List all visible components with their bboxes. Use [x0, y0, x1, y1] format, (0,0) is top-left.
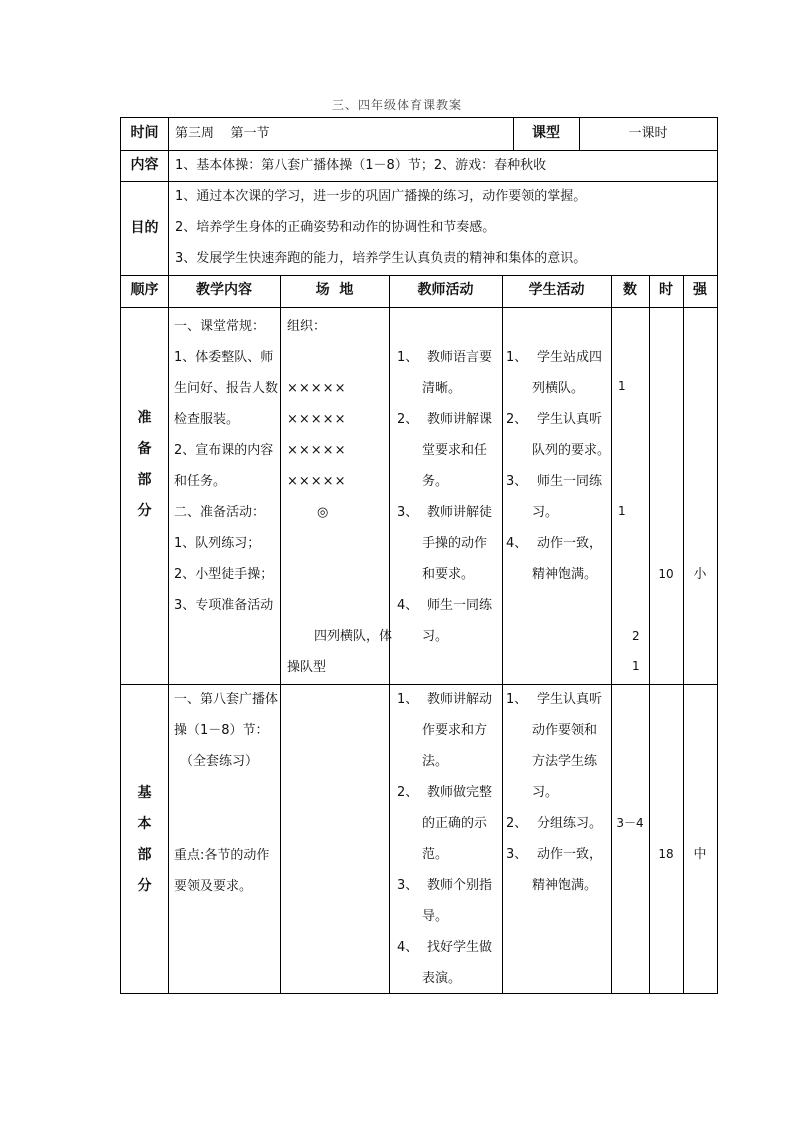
content-line: 检查服装。 — [174, 412, 240, 427]
prep-content — [174, 311, 280, 621]
student-step-text: 师生一同练 — [537, 474, 603, 489]
col-header-field: 场 地 — [315, 282, 354, 298]
teacher-step-text: 师生一同练 — [427, 598, 493, 613]
teacher-step-num: 2、 — [397, 412, 419, 427]
content-line: 一、课堂常规： — [174, 319, 266, 334]
prep-time: 10 — [658, 567, 674, 581]
content-line: 1、体委整队、师 — [174, 350, 274, 365]
student-step-text: 学生认真听 — [537, 412, 603, 427]
section-label-char: 部 — [137, 847, 152, 863]
col-header-content: 教学内容 — [196, 282, 252, 298]
teacher-step-text: 教师个别指 — [427, 878, 493, 893]
teacher-step-text: 教师讲解课 — [427, 412, 493, 427]
col-header-teacher: 教师活动 — [417, 282, 474, 298]
field-note: 操队型 — [287, 660, 327, 675]
teacher-step-text: 手操的动作 — [422, 536, 488, 551]
basic-focus-line: 重点:各节的动作 — [174, 848, 270, 863]
time-label: 时间 — [130, 125, 159, 141]
goal-line: 2、培养学生身体的正确姿势和动作的协调性和节奏感。 — [175, 220, 496, 235]
student-step-num: 2、 — [506, 816, 528, 831]
field-note: 四列横队，体 — [314, 629, 393, 644]
col-header-intensity: 强 — [693, 282, 707, 298]
basic-time: 18 — [658, 847, 674, 861]
student-step-text: 学生站成四 — [537, 350, 603, 365]
prep-count: 1 — [618, 504, 626, 518]
teacher-step-text: 堂要求和任 — [422, 443, 488, 458]
prep-count: 1 — [632, 659, 640, 673]
goal-line: 3、发展学生快速奔跑的能力，培养学生认真负责的精神和集体的意识。 — [175, 251, 587, 266]
basic-intensity: 中 — [693, 847, 707, 862]
teacher-step-text: 范。 — [422, 847, 449, 862]
content-line: 3、专项准备活动 — [174, 598, 274, 613]
prep-intensity: 小 — [693, 567, 707, 582]
section-label-char: 备 — [137, 441, 152, 457]
student-step-text: 习。 — [532, 785, 559, 800]
col-divider — [683, 275, 684, 993]
teacher-step-text: 习。 — [422, 629, 449, 644]
lesson-type-value: 一课时 — [628, 126, 668, 141]
teacher-step-text: 教师做完整 — [427, 785, 493, 800]
lesson-type-label: 课型 — [532, 125, 560, 141]
student-step-num: 3、 — [506, 474, 528, 489]
content-line: 2、小型徒手操； — [174, 567, 274, 582]
goal-label: 目的 — [130, 220, 159, 236]
field-label: 组织： — [287, 319, 327, 334]
teacher-step-num: 1、 — [397, 350, 419, 365]
basic-focus-line: 要领及要求。 — [174, 879, 253, 894]
section-label-char: 分 — [137, 878, 152, 894]
section-label-char: 基 — [137, 785, 152, 801]
content-line: 和任务。 — [174, 474, 227, 489]
teacher-step-num: 3、 — [397, 505, 419, 520]
student-step-text: 动作一致， — [537, 536, 603, 551]
student-step-text: 精神饱满。 — [532, 567, 598, 582]
basic-content-line: 操（1－8）节： — [174, 723, 269, 738]
teacher-step-num: 3、 — [397, 878, 419, 893]
student-step-num: 1、 — [506, 692, 528, 707]
student-step-text: 分组练习。 — [537, 816, 603, 831]
col-header-order: 顺序 — [130, 282, 159, 298]
student-step-text: 动作要领和 — [532, 723, 598, 738]
student-step-num: 2、 — [506, 412, 528, 427]
col-divider — [502, 275, 503, 993]
formation-row: ××××× — [287, 412, 347, 427]
teacher-step-num: 4、 — [397, 940, 419, 955]
goal-line: 1、通过本次课的学习，进一步的巩固广播操的练习，动作要领的掌握。 — [175, 189, 587, 204]
prep-count: 1 — [618, 379, 626, 393]
teacher-step-num: 2、 — [397, 785, 419, 800]
row-divider — [121, 307, 717, 308]
col-header-count: 数 — [623, 282, 637, 298]
student-step-text: 动作一致， — [537, 847, 603, 862]
col-divider — [649, 275, 650, 993]
section-label-char: 分 — [137, 503, 152, 519]
content-line: 2、宣布课的内容 — [174, 443, 274, 458]
teacher-step-text: 作要求和方 — [422, 723, 488, 738]
col-divider — [611, 275, 612, 993]
teacher-step-text: 法。 — [422, 754, 449, 769]
col-divider — [168, 118, 169, 993]
prep-count: 2 — [632, 629, 640, 643]
teacher-step-text: 表演。 — [422, 971, 462, 986]
teacher-position-icon: ◎ — [317, 505, 329, 520]
content-line: 1、队列练习； — [174, 536, 261, 551]
section-label-char: 部 — [137, 472, 152, 488]
teacher-step-text: 务。 — [422, 474, 449, 489]
student-step-text: 习。 — [532, 505, 559, 520]
formation-row: ××××× — [287, 381, 347, 396]
student-step-text: 方法学生练 — [532, 754, 598, 769]
lesson-plan-table — [120, 117, 718, 994]
teacher-step-text: 教师讲解动 — [427, 692, 493, 707]
student-step-num: 1、 — [506, 350, 528, 365]
student-step-num: 4、 — [506, 536, 528, 551]
document-title: 三、四年级体育课教案 — [331, 98, 462, 112]
basic-content-line: 一、第八套广播体 — [174, 692, 279, 707]
teacher-step-text: 教师讲解徒 — [427, 505, 493, 520]
teacher-step-num: 1、 — [397, 692, 419, 707]
student-step-text: 队列的要求。 — [532, 443, 611, 458]
student-step-text: 学生认真听 — [537, 692, 603, 707]
formation-row: ××××× — [287, 443, 347, 458]
section-label-char: 本 — [137, 816, 152, 832]
formation-row: ××××× — [287, 474, 347, 489]
teacher-step-text: 和要求。 — [422, 567, 475, 582]
student-step-text: 列横队。 — [532, 381, 585, 396]
content-label: 内容 — [130, 157, 159, 173]
teacher-step-num: 4、 — [397, 598, 419, 613]
basic-content-line: （全套练习） — [180, 754, 259, 769]
time-value: 第三周 第一节 — [175, 126, 270, 141]
teacher-step-text: 的正确的示 — [422, 816, 488, 831]
teacher-step-text: 找好学生做 — [427, 940, 493, 955]
teacher-step-text: 导。 — [422, 909, 449, 924]
col-header-time: 时 — [659, 282, 673, 298]
content-value: 1、基本体操：第八套广播体操（1－8）节；2、游戏：春种秋收 — [175, 158, 547, 173]
content-line: 生问好、报告人数 — [174, 381, 279, 396]
section-label-char: 准 — [137, 410, 152, 426]
content-line: 二、准备活动： — [174, 505, 266, 520]
student-step-num: 3、 — [506, 847, 528, 862]
col-header-student: 学生活动 — [528, 282, 585, 298]
teacher-step-text: 清晰。 — [422, 381, 462, 396]
basic-count: 3－4 — [616, 816, 644, 830]
teacher-step-text: 教师语言要 — [427, 350, 493, 365]
col-divider — [280, 275, 281, 993]
student-step-text: 精神饱满。 — [532, 878, 598, 893]
